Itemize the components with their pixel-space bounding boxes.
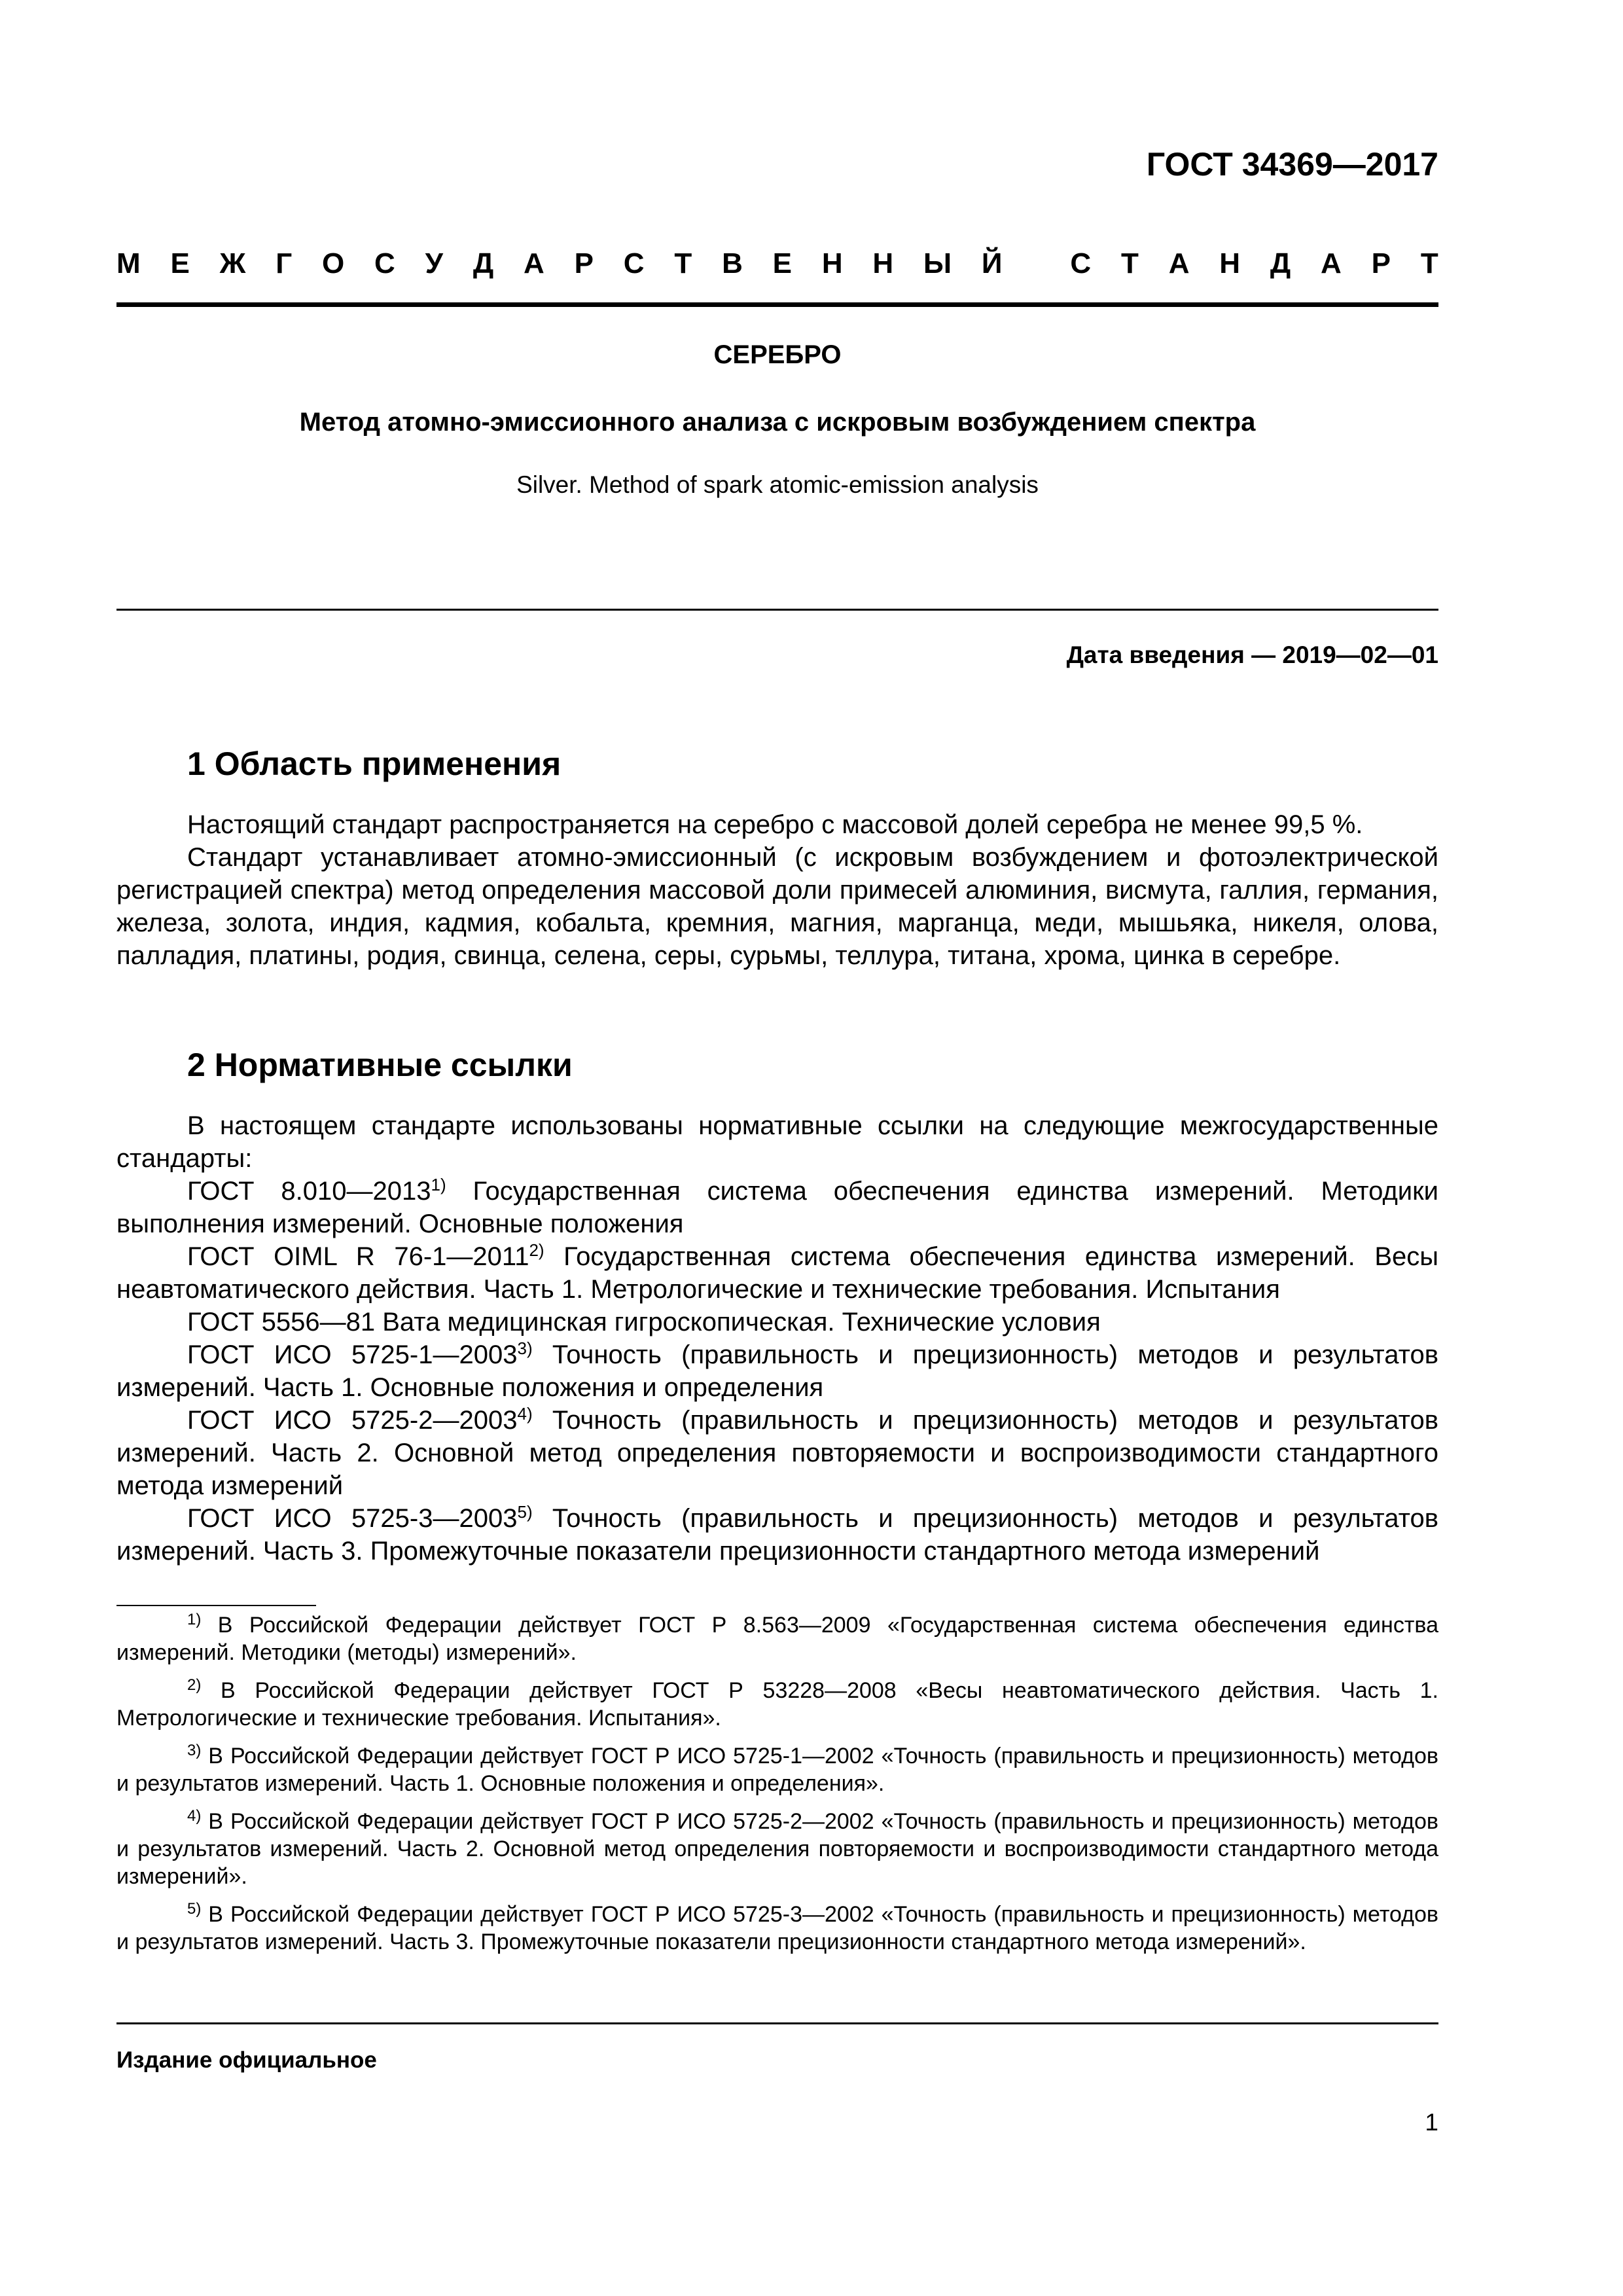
reference-title: Точность (правильность и прецизионность) методов и результатов измерений. Часть 1. Основные положения и определения [116,1340,1438,1402]
banner-letter: Р [1371,247,1391,279]
banner-letter: Т [674,247,692,279]
footnote-marker: 2) [187,1676,202,1694]
section-1-paragraph: Настоящий стандарт распространяется на серебро с массовой долей серебра не менее 99,5 %. [187,810,1363,839]
reference-code: ГОСТ 8.010—2013 [187,1177,431,1206]
footnote-marker: 5) [187,1900,202,1918]
title-rule [116,609,1438,611]
banner-letter: Г [276,247,293,279]
footnote-marker: 2) [529,1240,544,1260]
reference-title: Государственная система обеспечения единства измерений. Весы неавтоматического действия. Часть 1. Метрологические и технические требования. Испытания [116,1242,1438,1304]
normative-reference [116,1404,1438,1502]
banner-letter: Н [1219,247,1241,279]
footnote [116,1677,1438,1732]
footnote-marker: 1) [187,1611,202,1628]
normative-reference [116,1175,1438,1240]
document-title: СЕРЕБРО [713,340,842,369]
banner-letter: Т [1120,247,1139,279]
banner-letter: Н [821,247,843,279]
banner-letter: У [425,247,444,279]
footnote-marker: 4) [187,1807,202,1825]
banner-letter: О [322,247,345,279]
banner-letter: Т [1420,247,1438,279]
section-2-body [116,1109,1438,1568]
reference-title: Государственная система обеспечения единства измерений. Методики выполнения измерений. Основные положения [116,1177,1438,1238]
banner-letter: А [1321,247,1342,279]
footnote [116,1901,1438,1956]
section-2-intro: В настоящем стандарте использованы нормативные ссылки на следующие межгосударственные стандарты: [116,1111,1438,1173]
footnote-text: В Российской Федерации действует ГОСТ Р 8.563—2009 «Государственная система обеспечения единства измерений. Методики (методы) измерений». [116,1613,1438,1665]
reference-code: ГОСТ ИСО 5725-1—2003 [187,1340,518,1369]
header-rule [116,302,1438,307]
edition-label: Издание официальное [116,2047,377,2073]
reference-title: Точность (правильность и прецизионность) методов и результатов измерений. Часть 2. Основной метод определения повторяемости и воспроизводимости стандартного метода измерений [116,1406,1438,1500]
banner-letter: Н [872,247,894,279]
banner-letter: Е [170,247,190,279]
footnote-marker: 5) [517,1502,533,1522]
reference-title: Вата медицинская гигроскопическая. Технические условия [375,1308,1101,1336]
banner-letter: Д [1270,247,1291,279]
banner-letter: А [1168,247,1190,279]
standard-code: ГОСТ 34369—2017 [1146,146,1438,183]
banner-letter: С [1070,247,1092,279]
banner-letter: В [722,247,743,279]
interstate-standard-banner [116,247,1438,280]
introduction-date: Дата введения — 2019—02—01 [1066,641,1438,668]
footnote-marker: 3) [187,1742,202,1759]
section-1-body [116,808,1438,972]
section-1-heading: 1 Область применения [187,745,562,782]
banner-letter: Д [473,247,494,279]
normative-reference [116,1502,1438,1568]
banner-letter: М [116,247,141,279]
banner-letter: С [623,247,645,279]
reference-code: ГОСТ OIML R 76-1—2011 [187,1242,529,1271]
normative-reference [116,1240,1438,1306]
footnote-marker: 4) [517,1404,533,1424]
banner-letter: Е [772,247,793,279]
banner-letter: Р [574,247,594,279]
reference-code: ГОСТ ИСО 5725-3—2003 [187,1504,518,1533]
footnote-marker: 3) [517,1338,533,1358]
footnote-text: В Российской Федерации действует ГОСТ Р ИСО 5725-2—2002 «Точность (правильность и прецизионность) методов и результатов измерений. Часть 2. Основной метод определения повторяемости и воспроизводимости стандартного метода измерений». [116,1809,1438,1889]
footnote-separator [116,1605,316,1606]
page-number: 1 [1425,2109,1438,2136]
reference-code: ГОСТ 5556—81 [187,1308,376,1336]
footer-rule [116,2022,1438,2024]
footnote-text: В Российской Федерации действует ГОСТ Р ИСО 5725-1—2002 «Точность (правильность и прецизионность) методов и результатов измерений. Часть 1. Основные положения и определения». [116,1744,1438,1796]
footnote-text: В Российской Федерации действует ГОСТ Р 53228—2008 «Весы неавтоматического действия. Часть 1. Метрологические и технические требования. Испытания». [116,1678,1438,1731]
section-2-heading: 2 Нормативные ссылки [187,1047,573,1083]
footnote [116,1808,1438,1890]
banner-letter: Ж [219,247,246,279]
banner-letter: Й [981,247,1003,279]
footnote [116,1611,1438,1666]
banner-letter: С [374,247,395,279]
banner-letter: А [524,247,544,279]
document-subtitle-en: Silver. Method of spark atomic-emission analysis [516,471,1039,498]
reference-title: Точность (правильность и прецизионность) методов и результатов измерений. Часть 3. Промежуточные показатели прецизионности стандартного метода измерений [116,1504,1438,1566]
normative-reference [116,1306,1438,1338]
normative-reference [116,1338,1438,1404]
reference-code: ГОСТ ИСО 5725-2—2003 [187,1406,518,1435]
document-subtitle-ru: Метод атомно-эмиссионного анализа с искровым возбуждением спектра [299,408,1256,437]
footnote [116,1742,1438,1797]
section-1-paragraph: Стандарт устанавливает атомно-эмиссионный (с искровым возбуждением и фотоэлектрической регистрацией спектра) метод определения массовой доли примесей алюминия, висмута, галлия, германия, железа, золота, индия, кадмия, кобальта, кремния, магния, марганца, меди, мышьяка, никеля, олова, палладия, платины, родия, свинца, селена, серы, сурьмы, теллура, титана, хрома, цинка в серебре. [116,843,1438,970]
footnotes [116,1611,1438,1966]
banner-gap [1032,247,1040,280]
banner-letter: Ы [923,247,952,279]
footnote-text: В Российской Федерации действует ГОСТ Р ИСО 5725-3—2002 «Точность (правильность и прецизионность) методов и результатов измерений. Часть 3. Промежуточные показатели прецизионности стандартного метода измерений». [116,1902,1438,1954]
footnote-marker: 1) [431,1175,446,1194]
